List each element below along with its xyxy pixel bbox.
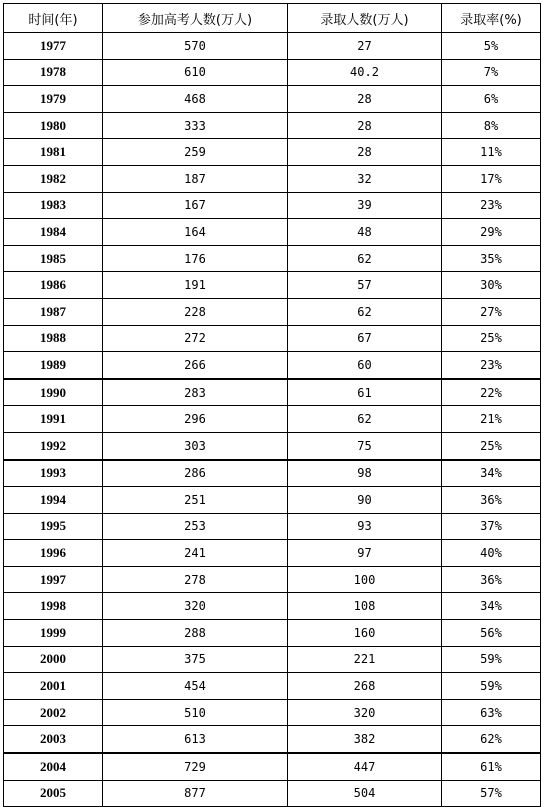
admitted-cell: 320	[288, 699, 442, 726]
rate-cell: 21%	[442, 406, 541, 433]
admitted-cell: 447	[288, 753, 442, 780]
header-row	[4, 4, 541, 33]
admitted-cell: 221	[288, 646, 442, 673]
applicants-cell: 266	[103, 352, 288, 379]
applicants-cell: 191	[103, 272, 288, 299]
applicants-cell: 303	[103, 432, 288, 459]
admitted-cell: 67	[288, 325, 442, 352]
rate-cell: 62%	[442, 726, 541, 753]
year-cell: 1993	[4, 460, 103, 487]
year-cell: 2002	[4, 699, 103, 726]
admitted-cell: 32	[288, 165, 442, 192]
admitted-cell: 160	[288, 620, 442, 647]
year-cell: 1997	[4, 566, 103, 593]
applicants-cell: 468	[103, 86, 288, 113]
year-cell: 1983	[4, 192, 103, 219]
year-cell: 1979	[4, 86, 103, 113]
year-cell: 1982	[4, 165, 103, 192]
year-cell: 2001	[4, 673, 103, 700]
table-row	[4, 753, 541, 780]
rate-cell: 8%	[442, 112, 541, 139]
rate-cell: 59%	[442, 673, 541, 700]
rate-cell: 34%	[442, 593, 541, 620]
year-cell: 1996	[4, 540, 103, 567]
table-row	[4, 406, 541, 433]
applicants-cell: 278	[103, 566, 288, 593]
admitted-cell: 48	[288, 219, 442, 246]
year-cell: 1978	[4, 59, 103, 86]
year-cell: 1977	[4, 33, 103, 60]
table-row	[4, 165, 541, 192]
applicants-cell: 253	[103, 513, 288, 540]
year-cell: 1984	[4, 219, 103, 246]
table-body	[4, 33, 541, 807]
rate-cell: 63%	[442, 699, 541, 726]
applicants-cell: 259	[103, 139, 288, 166]
admitted-cell: 108	[288, 593, 442, 620]
rate-cell: 23%	[442, 352, 541, 379]
admitted-cell: 39	[288, 192, 442, 219]
table-row	[4, 620, 541, 647]
year-cell: 1999	[4, 620, 103, 647]
applicants-cell: 296	[103, 406, 288, 433]
rate-cell: 40%	[442, 540, 541, 567]
admitted-cell: 27	[288, 33, 442, 60]
applicants-cell: 187	[103, 165, 288, 192]
applicants-cell: 167	[103, 192, 288, 219]
table-row	[4, 86, 541, 113]
rate-cell: 23%	[442, 192, 541, 219]
table-row	[4, 540, 541, 567]
rate-cell: 35%	[442, 245, 541, 272]
rate-cell: 57%	[442, 780, 541, 807]
admitted-cell: 382	[288, 726, 442, 753]
applicants-cell: 241	[103, 540, 288, 567]
applicants-cell: 613	[103, 726, 288, 753]
rate-cell: 22%	[442, 379, 541, 406]
table-row	[4, 192, 541, 219]
admitted-cell: 504	[288, 780, 442, 807]
rate-cell: 36%	[442, 487, 541, 514]
applicants-cell: 176	[103, 245, 288, 272]
admissions-table	[3, 3, 541, 807]
header-rate: 录取率(%)	[442, 4, 541, 33]
rate-cell: 7%	[442, 59, 541, 86]
admitted-cell: 60	[288, 352, 442, 379]
table-row	[4, 352, 541, 379]
rate-cell: 29%	[442, 219, 541, 246]
applicants-cell: 333	[103, 112, 288, 139]
table-row	[4, 59, 541, 86]
year-cell: 1992	[4, 432, 103, 459]
year-cell: 1994	[4, 487, 103, 514]
year-cell: 1981	[4, 139, 103, 166]
rate-cell: 61%	[442, 753, 541, 780]
table-row	[4, 673, 541, 700]
year-cell: 1988	[4, 325, 103, 352]
table-row	[4, 593, 541, 620]
rate-cell: 34%	[442, 460, 541, 487]
table-row	[4, 699, 541, 726]
applicants-cell: 164	[103, 219, 288, 246]
year-cell: 2005	[4, 780, 103, 807]
admitted-cell: 62	[288, 298, 442, 325]
table-header	[4, 4, 541, 33]
table-row	[4, 325, 541, 352]
rate-cell: 25%	[442, 325, 541, 352]
header-applicants: 参加高考人数(万人)	[103, 4, 288, 33]
rate-cell: 17%	[442, 165, 541, 192]
admitted-cell: 98	[288, 460, 442, 487]
applicants-cell: 228	[103, 298, 288, 325]
year-cell: 1991	[4, 406, 103, 433]
applicants-cell: 610	[103, 59, 288, 86]
admitted-cell: 62	[288, 245, 442, 272]
admitted-cell: 268	[288, 673, 442, 700]
year-cell: 1985	[4, 245, 103, 272]
rate-cell: 5%	[442, 33, 541, 60]
table-row	[4, 272, 541, 299]
admitted-cell: 62	[288, 406, 442, 433]
table-row	[4, 245, 541, 272]
applicants-cell: 375	[103, 646, 288, 673]
rate-cell: 27%	[442, 298, 541, 325]
admitted-cell: 28	[288, 86, 442, 113]
rate-cell: 59%	[442, 646, 541, 673]
table-row	[4, 219, 541, 246]
rate-cell: 56%	[442, 620, 541, 647]
table-row	[4, 487, 541, 514]
header-year: 时间(年)	[4, 4, 103, 33]
year-cell: 1987	[4, 298, 103, 325]
year-cell: 1989	[4, 352, 103, 379]
table-row	[4, 432, 541, 459]
year-cell: 1990	[4, 379, 103, 406]
admitted-cell: 93	[288, 513, 442, 540]
applicants-cell: 570	[103, 33, 288, 60]
table-row	[4, 139, 541, 166]
rate-cell: 25%	[442, 432, 541, 459]
year-cell: 2004	[4, 753, 103, 780]
table-row	[4, 646, 541, 673]
admitted-cell: 40.2	[288, 59, 442, 86]
table-row	[4, 460, 541, 487]
admitted-cell: 28	[288, 139, 442, 166]
table-row	[4, 513, 541, 540]
applicants-cell: 283	[103, 379, 288, 406]
rate-cell: 37%	[442, 513, 541, 540]
admitted-cell: 57	[288, 272, 442, 299]
table-row	[4, 566, 541, 593]
applicants-cell: 454	[103, 673, 288, 700]
applicants-cell: 251	[103, 487, 288, 514]
admitted-cell: 97	[288, 540, 442, 567]
admitted-cell: 100	[288, 566, 442, 593]
table-row	[4, 112, 541, 139]
year-cell: 1998	[4, 593, 103, 620]
year-cell: 2000	[4, 646, 103, 673]
header-admitted: 录取人数(万人)	[288, 4, 442, 33]
year-cell: 1995	[4, 513, 103, 540]
rate-cell: 11%	[442, 139, 541, 166]
admitted-cell: 61	[288, 379, 442, 406]
applicants-cell: 729	[103, 753, 288, 780]
applicants-cell: 877	[103, 780, 288, 807]
year-cell: 1980	[4, 112, 103, 139]
rate-cell: 36%	[442, 566, 541, 593]
admitted-cell: 28	[288, 112, 442, 139]
rate-cell: 30%	[442, 272, 541, 299]
year-cell: 1986	[4, 272, 103, 299]
year-cell: 2003	[4, 726, 103, 753]
admitted-cell: 90	[288, 487, 442, 514]
applicants-cell: 288	[103, 620, 288, 647]
applicants-cell: 320	[103, 593, 288, 620]
table-row	[4, 298, 541, 325]
rate-cell: 6%	[442, 86, 541, 113]
applicants-cell: 272	[103, 325, 288, 352]
admitted-cell: 75	[288, 432, 442, 459]
table-row	[4, 379, 541, 406]
applicants-cell: 286	[103, 460, 288, 487]
table-row	[4, 33, 541, 60]
applicants-cell: 510	[103, 699, 288, 726]
table-row	[4, 726, 541, 753]
